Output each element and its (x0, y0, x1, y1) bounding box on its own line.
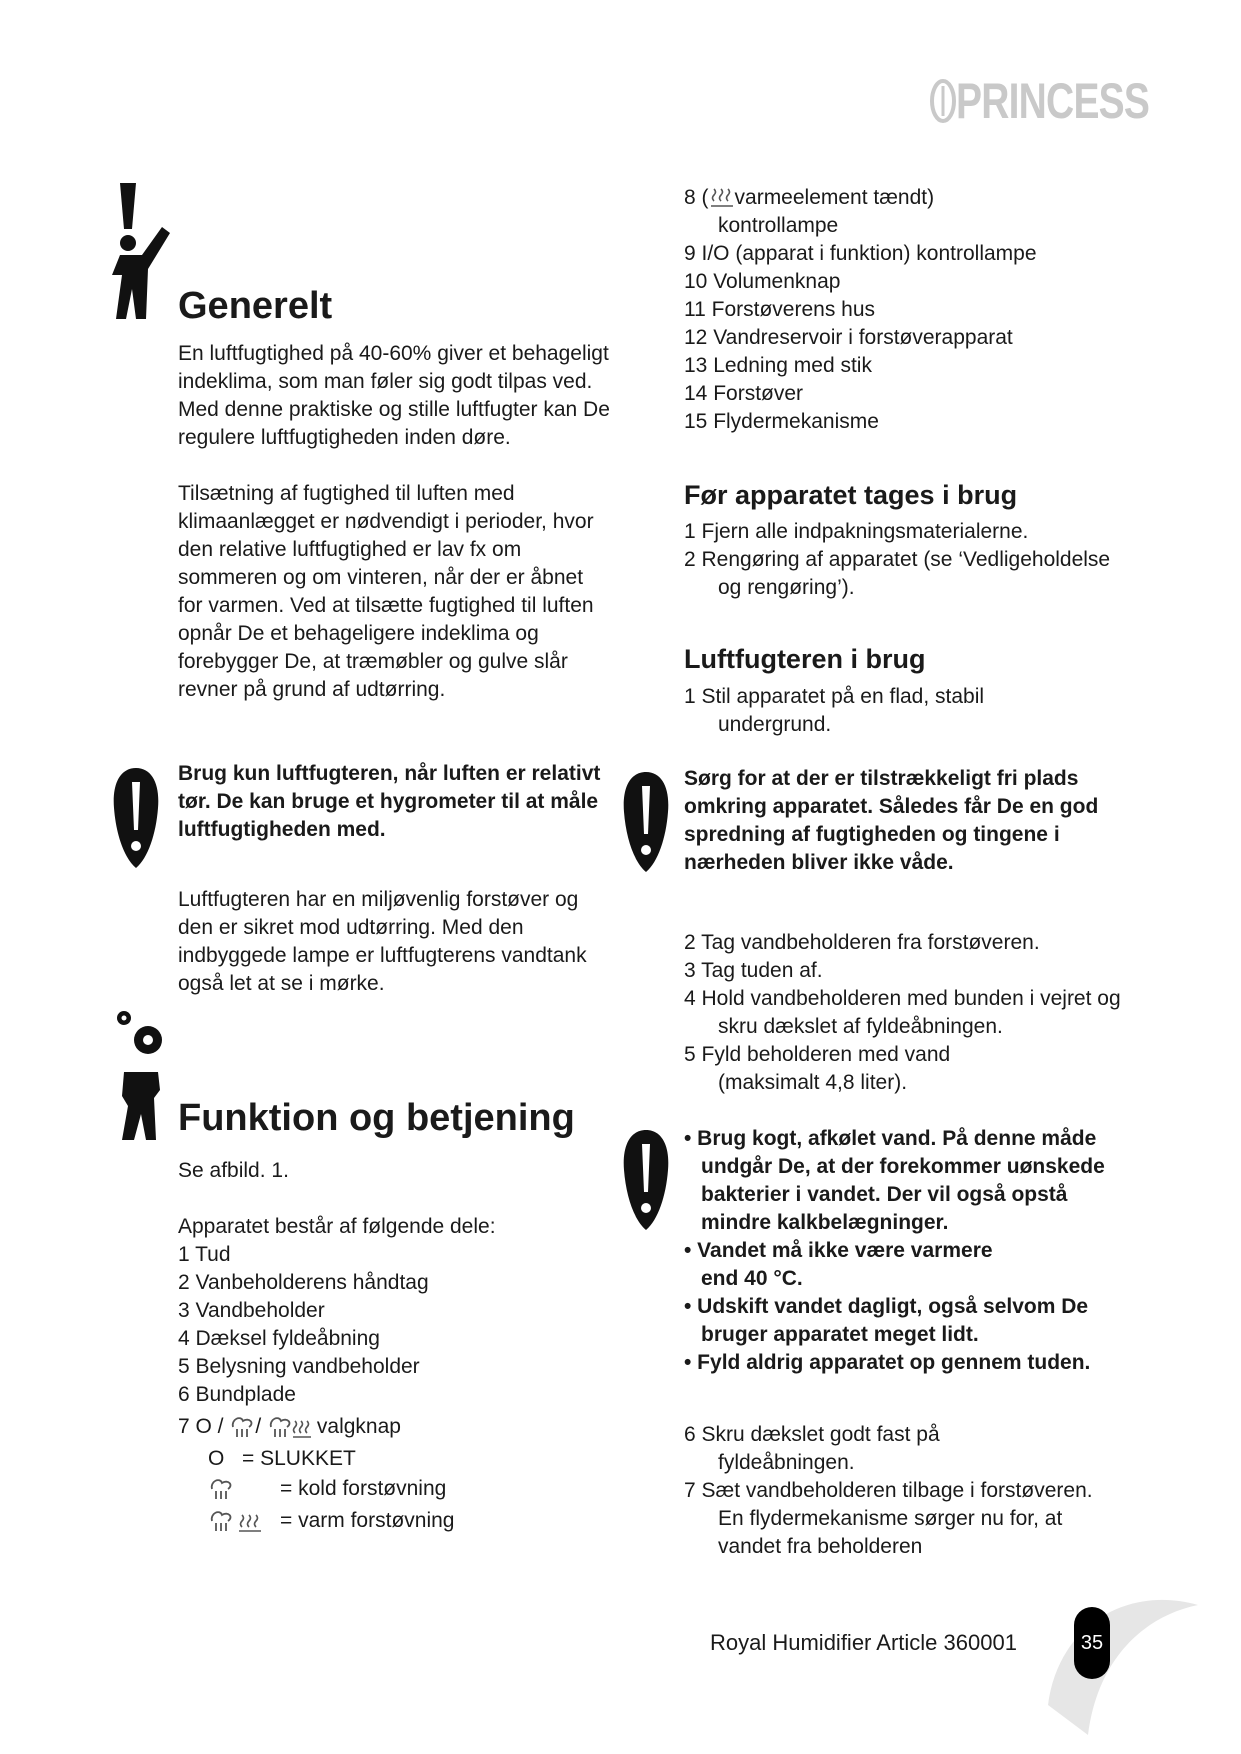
in-use-step-1: 1 Stil apparatet på en flad, stabil undergrund. (684, 685, 985, 736)
list-item: 4 Dæksel fyldeåbning (178, 1327, 380, 1350)
generelt-body (178, 340, 613, 704)
parts-list-more (684, 240, 1124, 436)
in-use-steps-2 (684, 1421, 1124, 1561)
list-item: 7 Sæt vandbeholderen tilbage i forstøveren. En flydermekanisme sørger nu for, at vandet fra beholderen (684, 1479, 1093, 1558)
heating-element-icon (709, 187, 735, 209)
warm-mist-icon (267, 1415, 311, 1439)
gear-figure-icon (114, 1010, 176, 1140)
generelt-warning: Brug kun luftfugteren, når luften er relativt tør. De kan bruge et hygrometer til at måle luftfugtigheden med. (178, 762, 601, 841)
list-item: 4 Hold vandbeholderen med bunden i vejret og skru dækslet af fyldeåbningen. (684, 987, 1121, 1038)
legend-text-cold: = kold forstøvning (280, 1477, 447, 1500)
list-item: 9 I/O (apparat i funktion) kontrollampe (684, 242, 1037, 265)
list-item: 6 Bundplade (178, 1383, 296, 1406)
section-title-generelt: Generelt (178, 285, 333, 327)
in-use-bullets (684, 1125, 1124, 1377)
attention-figure-icon (112, 183, 174, 319)
brand-name: PRINCESS (956, 73, 1150, 129)
footer-text: Royal Humidifier Article 360001 (710, 1630, 1017, 1655)
generelt-paragraph-3: Luftfugteren har en miljøvenlig forstøver og den er sikret mod udtørring. Med den indbyggede lampe er luftfugterens vandtank også let at se i mørke. (178, 888, 587, 995)
list-item-8-line2: kontrollampe (718, 214, 839, 237)
princess-crown-icon (930, 76, 956, 126)
item7-label: valgknap (316, 1415, 401, 1438)
brand-logo (930, 70, 1150, 130)
bullet-item: • Brug kogt, afkølet vand. På denne måde undgår De, at der forekommer uønskede bakterier i vandet. Der vil også opstå mindre kalkbelægninger. (684, 1127, 1105, 1234)
list-item-7 (178, 1413, 618, 1441)
list-item: 14 Forstøver (684, 382, 804, 405)
mode-legend (178, 1445, 618, 1537)
list-item: 1 Fjern alle indpakningsmaterialerne. (684, 520, 1029, 543)
section-title-before-use: Før apparatet tages i brug (684, 480, 1018, 510)
list-item: 3 Vandbeholder (178, 1299, 325, 1322)
cold-mist-icon (208, 1477, 234, 1501)
page-number: 35 (1074, 1607, 1110, 1679)
in-use-steps (684, 929, 1124, 1097)
parts-list-continued (684, 184, 1124, 436)
section-title-in-use: Luftfugteren i brug (684, 644, 926, 674)
list-item: 13 Ledning med stik (684, 354, 872, 377)
list-item: 5 Belysning vandbeholder (178, 1355, 420, 1378)
list-item: 6 Skru dækslet godt fast på fyldeåbningen. (684, 1423, 940, 1474)
warning-exclamation-icon (112, 768, 160, 868)
warning-exclamation-icon (622, 772, 670, 872)
list-item: 11 Forstøverens hus (684, 298, 876, 321)
legend-text-warm: = varm forstøvning (280, 1509, 455, 1532)
item7-prefix: 7 O / (178, 1415, 224, 1438)
list-item: 2 Rengøring af apparatet (se ‘Vedligeholdelse og rengøring’). (684, 548, 1111, 599)
bullet-item: • Udskift vandet dagligt, også selvom De bruger apparatet meget lidt. (684, 1295, 1089, 1346)
before-use-steps (684, 518, 1124, 602)
bullet-item: • Vandet må ikke være varmere end 40 °C. (684, 1239, 993, 1290)
legend-symbol-off: O (208, 1447, 225, 1470)
list-item: 10 Volumenknap (684, 270, 841, 293)
funktion-body (178, 1157, 618, 1537)
in-use-warning: Sørg for at der er tilstrækkeligt fri plads omkring apparatet. Således får De en god spredning af fugtigheden og tingene i nærheden bliver ikke våde. (684, 767, 1099, 874)
warning-exclamation-icon (622, 1130, 670, 1230)
generelt-paragraph-2: Tilsætning af fugtighed til luften med klimaanlægget er nødvendigt i perioder, hvor den relative luftfugtighed er lav fx om sommeren og om vinteren, når der er åbnet for varmen. Ved at tilsætte fugtighed til luften opnår De et behageligere indeklima og forebygger De, at træmøbler og gulve slår revner på grund af udtørring. (178, 482, 594, 701)
section-title-funktion: Funktion og betjening (178, 1097, 575, 1139)
list-item: 12 Vandreservoir i forstøverapparat (684, 326, 1013, 349)
list-item: 15 Flydermekanisme (684, 410, 879, 433)
legend-text-off: = SLUKKET (242, 1447, 356, 1470)
list-item: 2 Vanbeholderens håndtag (178, 1271, 429, 1294)
bullet-item: • Fyld aldrig apparatet op gennem tuden. (684, 1351, 1091, 1374)
list-item: 3 Tag tuden af. (684, 959, 823, 982)
parts-list (178, 1241, 618, 1441)
list-item: 1 Tud (178, 1243, 231, 1266)
cold-mist-icon (229, 1415, 255, 1439)
funktion-intro: Apparatet består af følgende dele: (178, 1215, 496, 1238)
list-item-8: 8 ( varmeelement tændt) (684, 186, 935, 209)
warm-mist-icon (208, 1509, 264, 1533)
funktion-see-figure: Se afbild. 1. (178, 1159, 289, 1182)
generelt-paragraph-1: En luftfugtighed på 40-60% giver et behageligt indeklima, som man føler sig godt tilpas ved. Med denne praktiske og stille luftfugter kan De regulere luftfugtigheden inden døre. (178, 342, 610, 449)
item7-separator: / (255, 1415, 262, 1438)
list-item: 5 Fyld beholderen med vand (maksimalt 4,8 liter). (684, 1043, 951, 1094)
list-item: 2 Tag vandbeholderen fra forstøveren. (684, 931, 1040, 954)
